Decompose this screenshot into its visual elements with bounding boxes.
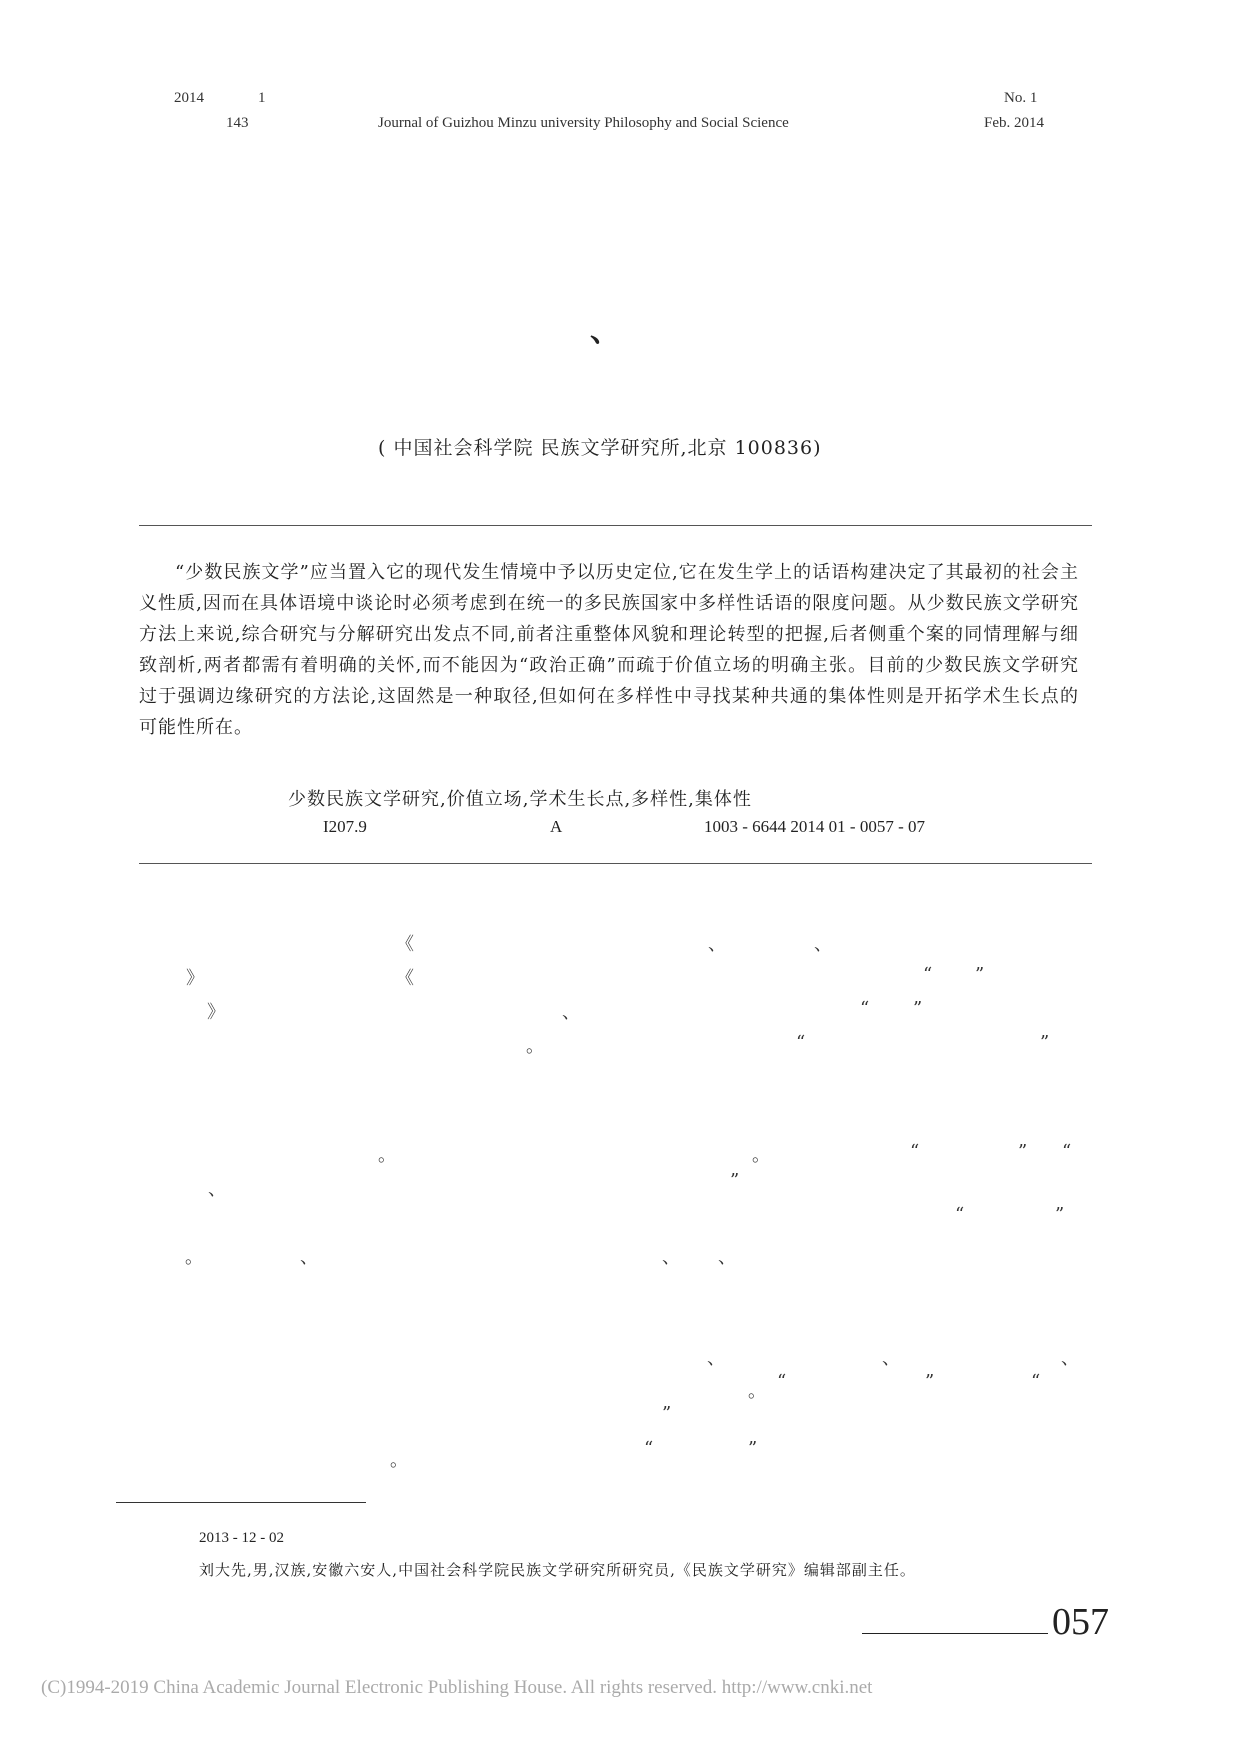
punct-mark: 。	[748, 1381, 766, 1402]
punct-mark: “	[910, 1141, 920, 1162]
punct-mark: “	[1031, 1371, 1041, 1392]
punct-mark: 、	[562, 1002, 580, 1023]
header-date: Feb. 2014	[984, 115, 1044, 131]
page-number: 057	[1052, 1601, 1109, 1643]
punct-mark: ”	[913, 998, 923, 1019]
punct-mark: 、	[208, 1179, 226, 1200]
punct-mark: “	[644, 1438, 654, 1459]
punct-mark: 。	[526, 1036, 544, 1057]
punct-mark: 、	[300, 1247, 318, 1268]
punct-mark: 。	[752, 1145, 770, 1166]
footnote-rule	[116, 1502, 366, 1503]
punct-mark: “	[796, 1032, 806, 1053]
punct-mark: 、	[708, 934, 726, 955]
document-code: A	[550, 817, 563, 836]
header-year: 2014	[174, 90, 204, 106]
top-rule	[139, 525, 1092, 526]
punct-mark: “	[860, 998, 870, 1019]
punct-mark: 《	[396, 934, 414, 955]
punct-mark: 、	[718, 1247, 736, 1268]
punct-mark: ”	[730, 1170, 740, 1191]
abstract	[139, 557, 1079, 743]
punct-mark: 、	[814, 934, 832, 955]
header-total-issue: 143	[226, 115, 249, 131]
punct-mark: 、	[1061, 1348, 1079, 1369]
bottom-rule	[139, 863, 1092, 864]
punct-mark: “	[1062, 1141, 1072, 1162]
punct-mark: “	[955, 1204, 965, 1225]
punct-mark: ”	[662, 1403, 672, 1424]
copyright-notice: (C)1994-2019 China Academic Journal Electronic Publishing House. All rights reserved. http://www.cnki.net	[41, 1677, 873, 1698]
punct-mark: 《	[396, 968, 414, 989]
punct-mark: 》	[207, 1002, 225, 1023]
article-id: 1003 - 6644 2014 01 - 0057 - 07	[704, 817, 925, 836]
header-issue-no: No. 1	[1004, 90, 1038, 106]
header-issue: 1	[258, 90, 266, 106]
punct-mark: 、	[707, 1348, 725, 1369]
punct-mark: “	[923, 964, 933, 985]
punct-mark: 。	[378, 1145, 396, 1166]
title-fragment: 、	[590, 314, 620, 349]
affiliation: ( 中国社会科学院 民族文学研究所,北京 100836)	[378, 437, 822, 459]
punct-mark: “	[777, 1371, 787, 1392]
keywords: 少数民族文学研究,价值立场,学术生长点,多样性,集体性	[288, 789, 752, 810]
clc-number: I207.9	[323, 817, 367, 836]
punct-mark: ”	[975, 964, 985, 985]
punct-mark: ”	[1040, 1032, 1050, 1053]
author-note: 刘大先,男,汉族,安徽六安人,中国社会科学院民族文学研究所研究员,《民族文学研究》编辑部副主任。	[199, 1561, 916, 1579]
punct-mark: 。	[185, 1247, 203, 1268]
punct-mark: 。	[390, 1450, 408, 1471]
punct-mark: ”	[748, 1438, 758, 1459]
abstract-text: “少数民族文学”应当置入它的现代发生情境中予以历史定位,它在发生学上的话语构建决定了其最初的社会主义性质,因而在具体语境中谈论时必须考虑到在统一的多民族国家中多样性话语的限度问题。从少数民族文学研究方法上来说,综合研究与分解研究出发点不同,前者注重整体风貌和理论转型的把握,后者侧重个案的同情理解与细致剖析,两者都需有着明确的关怀,而不能因为“政治正确”而疏于价值立场的明确主张。目前的少数民族文学研究过于强调边缘研究的方法论,这固然是一种取径,但如何在多样性中寻找某种共通的集体性则是开拓学术生长点的可能性所在。	[139, 562, 1079, 738]
page-number-rule	[862, 1633, 1048, 1634]
punct-mark: ”	[1018, 1141, 1028, 1162]
punct-mark: 、	[662, 1247, 680, 1268]
punct-mark: 、	[882, 1348, 900, 1369]
punct-mark: ”	[925, 1371, 935, 1392]
received-date: 2013 - 12 - 02	[199, 1530, 284, 1546]
punct-mark: ”	[1055, 1204, 1065, 1225]
punct-mark: 》	[186, 968, 204, 989]
journal-title: Journal of Guizhou Minzu university Philosophy and Social Science	[378, 115, 789, 131]
